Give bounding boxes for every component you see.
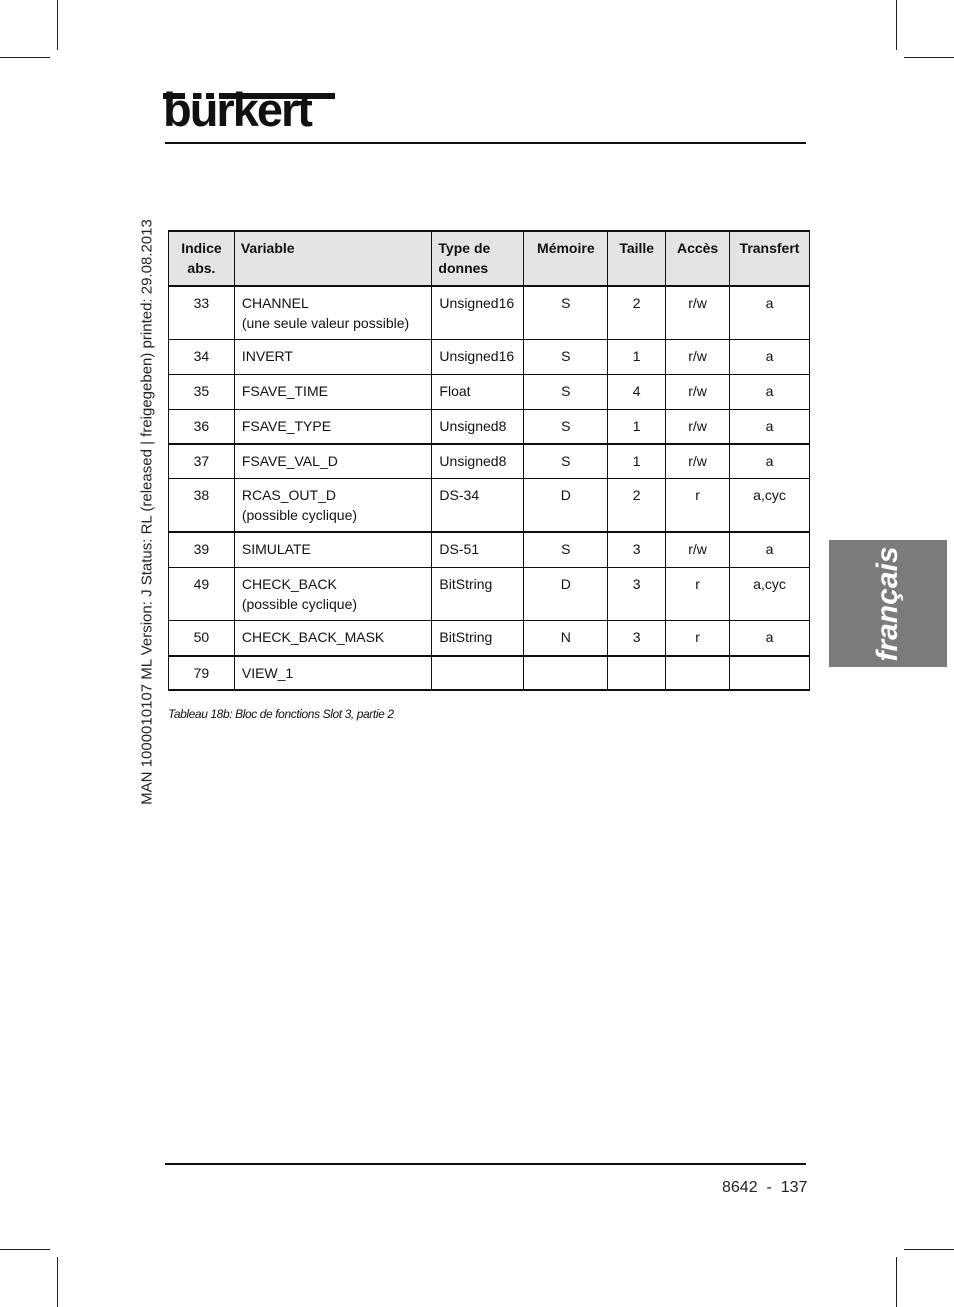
table-caption: Tableau 18b: Bloc de fonctions Slot 3, partie 2 bbox=[168, 707, 394, 721]
cell-acces: r bbox=[666, 567, 730, 620]
table-row bbox=[169, 532, 810, 567]
brand-logo bbox=[163, 83, 338, 140]
cell-acces: r bbox=[666, 620, 730, 656]
cell-acces: r/w bbox=[666, 375, 730, 410]
cell-acces: r/w bbox=[666, 444, 730, 479]
cell-taille: 1 bbox=[608, 340, 666, 375]
function-block-table bbox=[168, 230, 810, 691]
cell-transfert: a bbox=[730, 375, 810, 410]
header-type: Type de donnes bbox=[432, 231, 524, 286]
crop-mark bbox=[896, 1257, 897, 1307]
cell-transfert: a bbox=[730, 410, 810, 444]
cell-type: Unsigned16 bbox=[432, 286, 524, 340]
header-taille: Taille bbox=[608, 231, 666, 286]
cell-type: BitString bbox=[432, 567, 524, 620]
cell-transfert: a bbox=[730, 620, 810, 656]
cell-indice: 36 bbox=[169, 410, 235, 444]
table-row bbox=[169, 444, 810, 479]
crop-mark bbox=[0, 1249, 50, 1250]
table-row bbox=[169, 286, 810, 340]
cell-indice: 35 bbox=[169, 375, 235, 410]
cell-acces: r/w bbox=[666, 532, 730, 567]
header-indice: Indice abs. bbox=[169, 231, 235, 286]
cell-taille: 1 bbox=[608, 410, 666, 444]
cell-taille: 1 bbox=[608, 444, 666, 479]
cell-memoire: S bbox=[524, 444, 608, 479]
cell-taille: 3 bbox=[608, 567, 666, 620]
cell-indice: 38 bbox=[169, 479, 235, 533]
cell-type: Unsigned16 bbox=[432, 340, 524, 375]
cell-transfert: a bbox=[730, 286, 810, 340]
cell-variable: VIEW_1 bbox=[234, 656, 432, 690]
cell-variable: FSAVE_TIME bbox=[234, 375, 432, 410]
cell-variable: RCAS_OUT_D (possible cyclique) bbox=[234, 479, 432, 533]
cell-memoire: S bbox=[524, 375, 608, 410]
logo-text: bürkert bbox=[163, 83, 311, 136]
cell-memoire: D bbox=[524, 567, 608, 620]
page-number: 8642 - 137 bbox=[722, 1179, 808, 1196]
header-transfert: Transfert bbox=[730, 231, 810, 286]
cell-taille: 4 bbox=[608, 375, 666, 410]
cell-memoire: S bbox=[524, 340, 608, 375]
table-header-row bbox=[169, 231, 810, 286]
crop-mark bbox=[904, 1249, 954, 1250]
cell-indice: 50 bbox=[169, 620, 235, 656]
cell-variable: CHECK_BACK (possible cyclique) bbox=[234, 567, 432, 620]
table-row bbox=[169, 340, 810, 375]
cell-type: Float bbox=[432, 375, 524, 410]
cell-memoire: S bbox=[524, 410, 608, 444]
cell-indice: 37 bbox=[169, 444, 235, 479]
cell-transfert: a bbox=[730, 444, 810, 479]
cell-memoire: S bbox=[524, 532, 608, 567]
cell-taille: 3 bbox=[608, 532, 666, 567]
crop-mark bbox=[57, 1257, 58, 1307]
cell-type: DS-34 bbox=[432, 479, 524, 533]
cell-memoire bbox=[524, 656, 608, 690]
cell-transfert: a,cyc bbox=[730, 567, 810, 620]
cell-memoire: N bbox=[524, 620, 608, 656]
cell-type: DS-51 bbox=[432, 532, 524, 567]
cell-variable: CHECK_BACK_MASK bbox=[234, 620, 432, 656]
cell-acces bbox=[666, 656, 730, 690]
crop-mark bbox=[904, 57, 954, 58]
crop-mark bbox=[0, 57, 50, 58]
table-row bbox=[169, 656, 810, 690]
header-rule bbox=[165, 142, 806, 144]
cell-taille: 2 bbox=[608, 479, 666, 533]
header-variable: Variable bbox=[234, 231, 432, 286]
cell-variable: FSAVE_TYPE bbox=[234, 410, 432, 444]
crop-mark bbox=[896, 0, 897, 50]
cell-transfert bbox=[730, 656, 810, 690]
cell-memoire: D bbox=[524, 479, 608, 533]
cell-type bbox=[432, 656, 524, 690]
cell-taille bbox=[608, 656, 666, 690]
table-row bbox=[169, 410, 810, 444]
cell-acces: r bbox=[666, 479, 730, 533]
language-label: français bbox=[871, 545, 904, 662]
cell-transfert: a bbox=[730, 340, 810, 375]
cell-variable: CHANNEL (une seule valeur possible) bbox=[234, 286, 432, 340]
table-row bbox=[169, 375, 810, 410]
cell-transfert: a,cyc bbox=[730, 479, 810, 533]
cell-indice: 39 bbox=[169, 532, 235, 567]
cell-acces: r/w bbox=[666, 410, 730, 444]
cell-indice: 34 bbox=[169, 340, 235, 375]
table-row bbox=[169, 620, 810, 656]
cell-acces: r/w bbox=[666, 286, 730, 340]
document-status-text: MAN 1000010107 ML Version: J Status: RL (released | freigegeben) printed: 29.08.2013 bbox=[138, 219, 156, 805]
cell-transfert: a bbox=[730, 532, 810, 567]
cell-memoire: S bbox=[524, 286, 608, 340]
cell-indice: 33 bbox=[169, 286, 235, 340]
header-acces: Accès bbox=[666, 231, 730, 286]
table-row bbox=[169, 479, 810, 533]
footer-rule bbox=[165, 1163, 806, 1165]
language-tab bbox=[829, 540, 947, 667]
cell-variable: FSAVE_VAL_D bbox=[234, 444, 432, 479]
crop-mark bbox=[57, 0, 58, 50]
cell-acces: r/w bbox=[666, 340, 730, 375]
cell-type: BitString bbox=[432, 620, 524, 656]
header-memoire: Mémoire bbox=[524, 231, 608, 286]
cell-type: Unsigned8 bbox=[432, 444, 524, 479]
cell-indice: 49 bbox=[169, 567, 235, 620]
cell-type: Unsigned8 bbox=[432, 410, 524, 444]
table-row bbox=[169, 567, 810, 620]
cell-variable: INVERT bbox=[234, 340, 432, 375]
cell-variable: SIMULATE bbox=[234, 532, 432, 567]
cell-taille: 2 bbox=[608, 286, 666, 340]
cell-indice: 79 bbox=[169, 656, 235, 690]
cell-taille: 3 bbox=[608, 620, 666, 656]
